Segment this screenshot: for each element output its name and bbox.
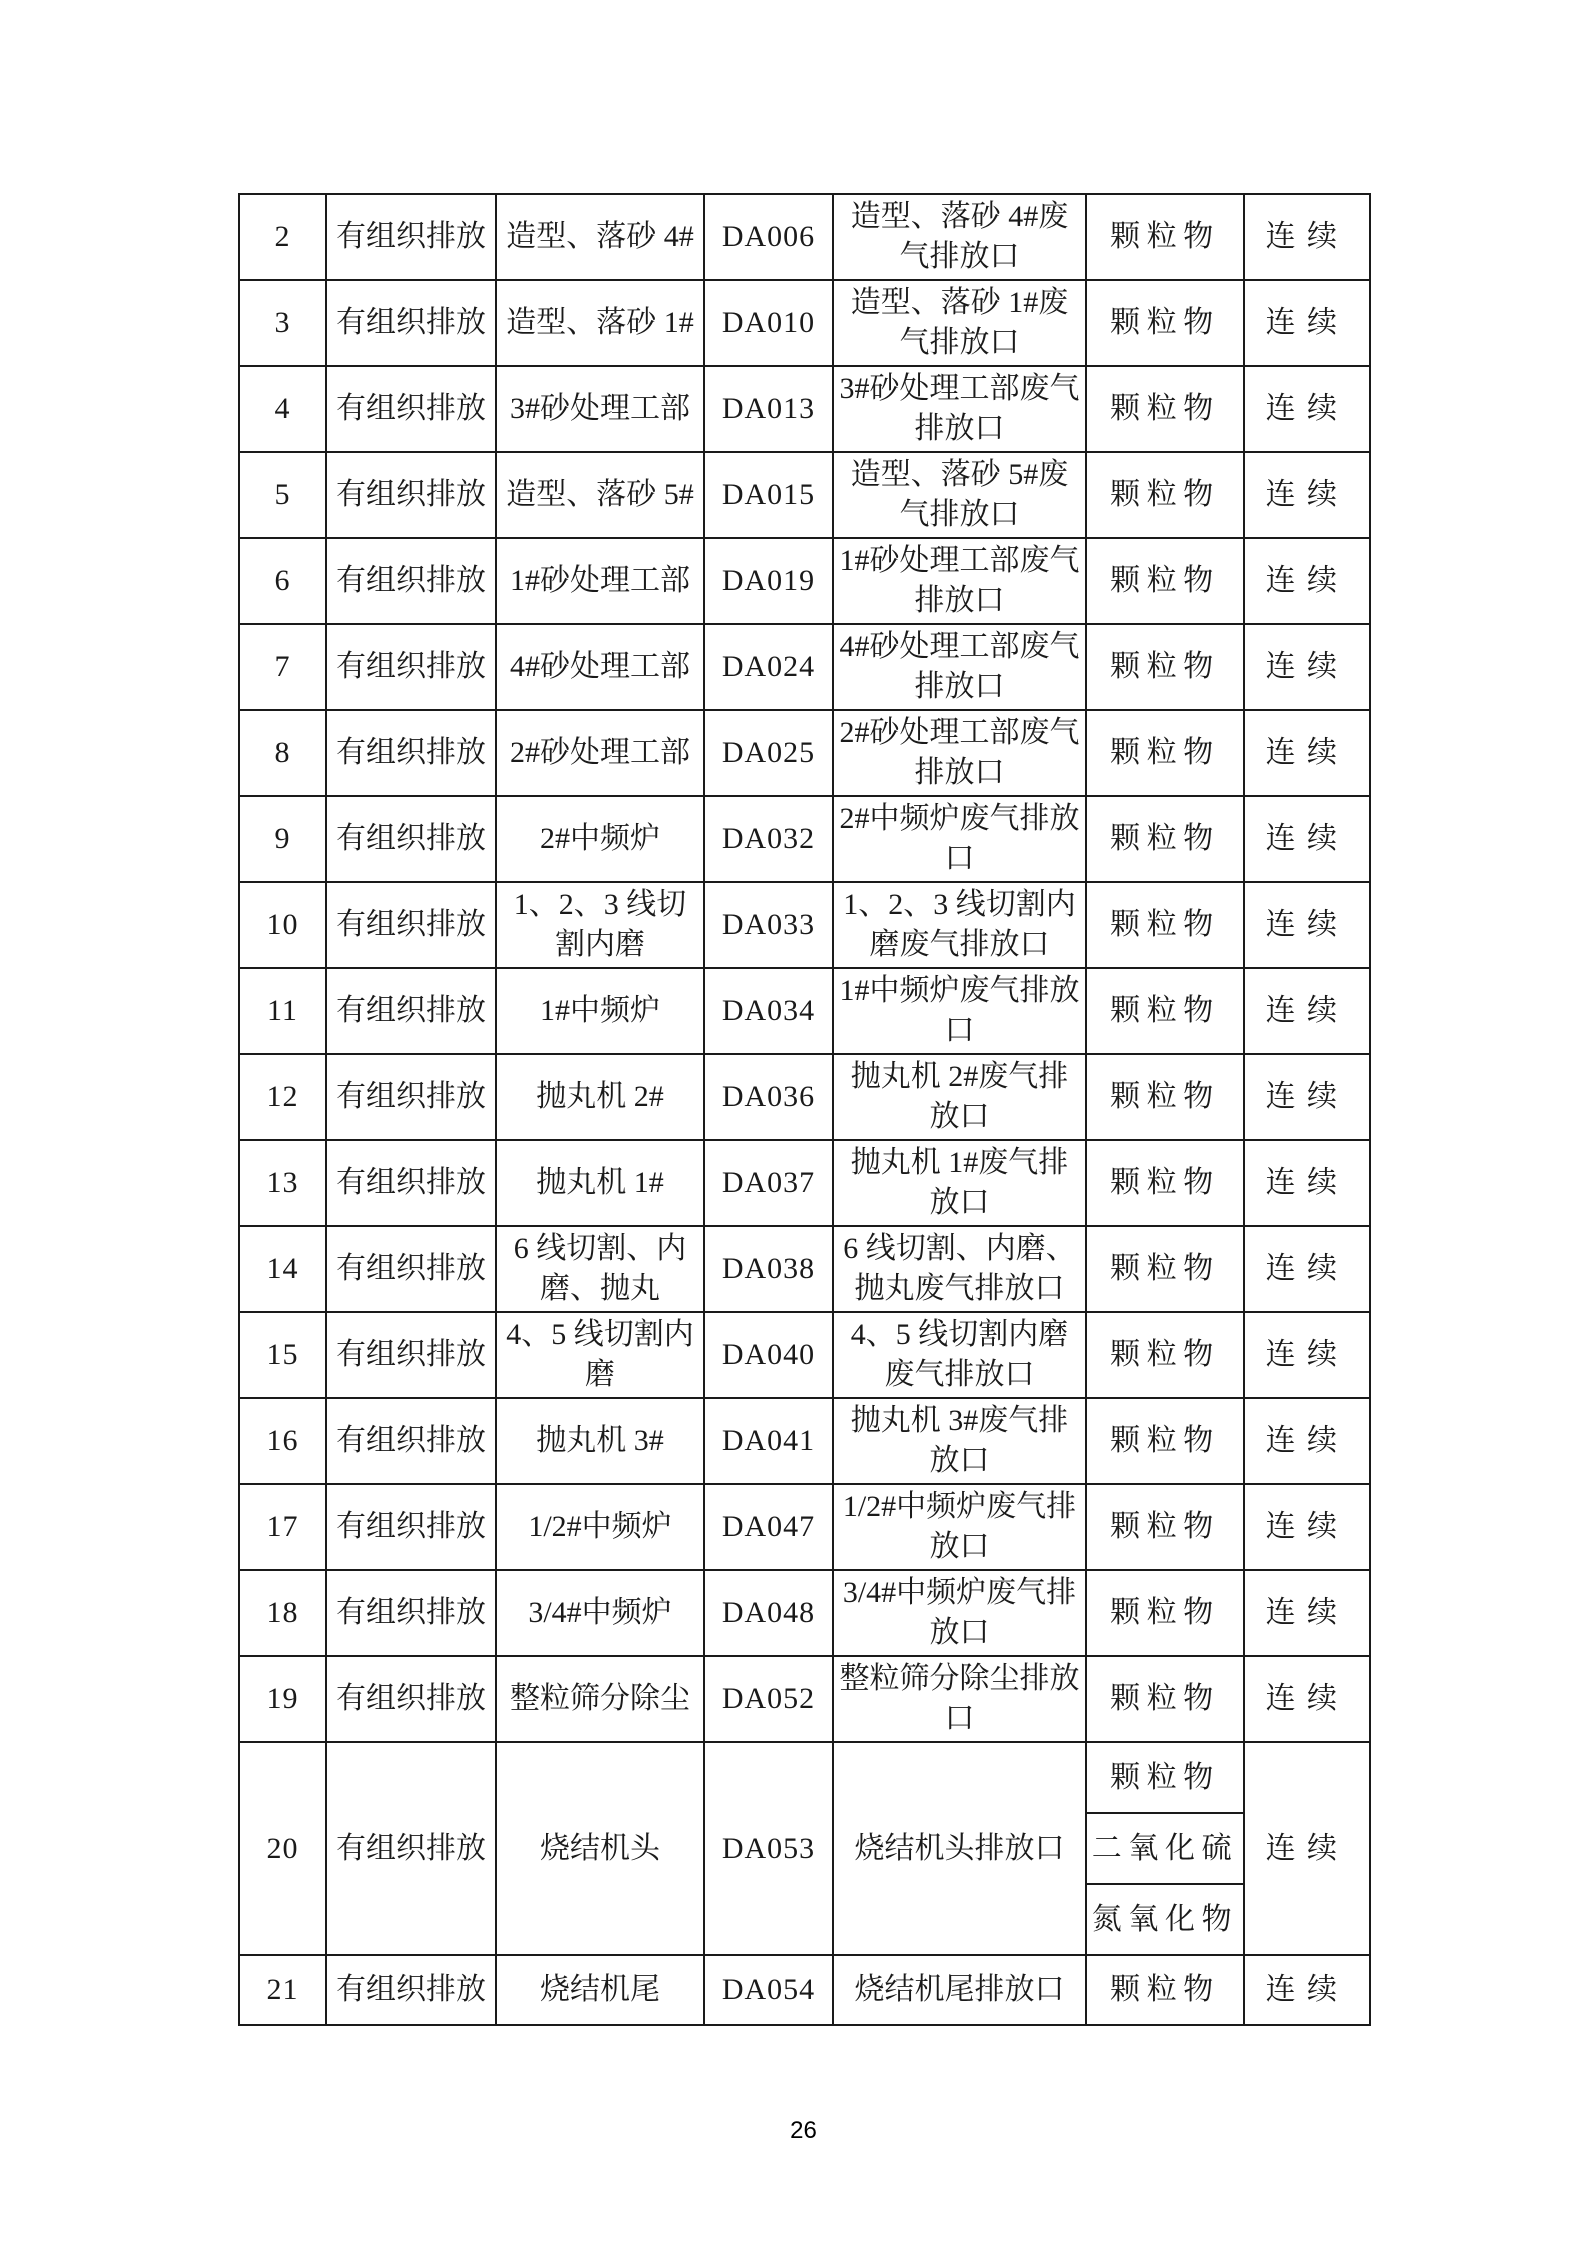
cell-outlet: 2#砂处理工部废气排放口 (833, 710, 1086, 796)
cell-facility: 抛丸机 1# (496, 1140, 704, 1226)
cell-outlet: 2#中频炉废气排放口 (833, 796, 1086, 882)
cell-type: 有组织排放 (326, 1054, 496, 1140)
table-row (239, 1570, 1370, 1656)
cell-outlet: 造型、落砂 4#废气排放口 (833, 194, 1086, 280)
cell-facility: 1、2、3 线切割内磨 (496, 882, 704, 968)
table-row (239, 280, 1370, 366)
cell-monitoring: 连续 (1244, 710, 1370, 796)
cell-facility: 3/4#中频炉 (496, 1570, 704, 1656)
cell-code: DA040 (704, 1312, 833, 1398)
cell-outlet: 造型、落砂 1#废气排放口 (833, 280, 1086, 366)
cell-pollutant: 颗粒物 (1086, 1742, 1244, 1813)
cell-no: 17 (239, 1484, 326, 1570)
cell-no: 21 (239, 1955, 326, 2025)
cell-facility: 烧结机头 (496, 1742, 704, 1955)
cell-monitoring: 连续 (1244, 796, 1370, 882)
cell-monitoring: 连续 (1244, 1742, 1370, 1955)
cell-code: DA047 (704, 1484, 833, 1570)
cell-type: 有组织排放 (326, 882, 496, 968)
cell-code: DA025 (704, 710, 833, 796)
cell-no: 16 (239, 1398, 326, 1484)
cell-type: 有组织排放 (326, 624, 496, 710)
cell-type: 有组织排放 (326, 1398, 496, 1484)
cell-type: 有组织排放 (326, 1955, 496, 2025)
cell-pollutant: 颗粒物 (1086, 1484, 1244, 1570)
cell-outlet: 抛丸机 3#废气排放口 (833, 1398, 1086, 1484)
cell-pollutant: 颗粒物 (1086, 968, 1244, 1054)
cell-code: DA052 (704, 1656, 833, 1742)
table-row (239, 882, 1370, 968)
page-number: 26 (790, 2117, 817, 2144)
cell-type: 有组织排放 (326, 1742, 496, 1955)
cell-no: 12 (239, 1054, 326, 1140)
cell-monitoring: 连续 (1244, 452, 1370, 538)
cell-outlet: 抛丸机 1#废气排放口 (833, 1140, 1086, 1226)
cell-monitoring: 连续 (1244, 1570, 1370, 1656)
cell-code: DA036 (704, 1054, 833, 1140)
cell-code: DA019 (704, 538, 833, 624)
table-row (239, 1484, 1370, 1570)
table-row (239, 1312, 1370, 1398)
cell-no: 19 (239, 1656, 326, 1742)
cell-code: DA033 (704, 882, 833, 968)
cell-pollutant: 颗粒物 (1086, 624, 1244, 710)
cell-outlet: 4、5 线切割内磨废气排放口 (833, 1312, 1086, 1398)
cell-type: 有组织排放 (326, 538, 496, 624)
cell-facility: 4#砂处理工部 (496, 624, 704, 710)
table-row (239, 1140, 1370, 1226)
cell-no: 10 (239, 882, 326, 968)
table-row (239, 452, 1370, 538)
cell-no: 4 (239, 366, 326, 452)
cell-pollutant: 颗粒物 (1086, 882, 1244, 968)
cell-facility: 2#中频炉 (496, 796, 704, 882)
cell-type: 有组织排放 (326, 796, 496, 882)
cell-monitoring: 连续 (1244, 538, 1370, 624)
cell-type: 有组织排放 (326, 1312, 496, 1398)
cell-type: 有组织排放 (326, 452, 496, 538)
table-row (239, 1742, 1370, 1813)
cell-outlet: 4#砂处理工部废气排放口 (833, 624, 1086, 710)
cell-monitoring: 连续 (1244, 366, 1370, 452)
cell-code: DA010 (704, 280, 833, 366)
cell-outlet: 整粒筛分除尘排放口 (833, 1656, 1086, 1742)
cell-monitoring: 连续 (1244, 194, 1370, 280)
cell-facility: 2#砂处理工部 (496, 710, 704, 796)
cell-outlet: 造型、落砂 5#废气排放口 (833, 452, 1086, 538)
table-row (239, 1955, 1370, 2025)
table-row (239, 538, 1370, 624)
cell-code: DA034 (704, 968, 833, 1054)
cell-code: DA032 (704, 796, 833, 882)
cell-facility: 整粒筛分除尘 (496, 1656, 704, 1742)
cell-pollutant: 颗粒物 (1086, 538, 1244, 624)
cell-outlet: 6 线切割、内磨、抛丸废气排放口 (833, 1226, 1086, 1312)
cell-monitoring: 连续 (1244, 1140, 1370, 1226)
cell-no: 8 (239, 710, 326, 796)
cell-no: 2 (239, 194, 326, 280)
cell-pollutant: 二氧化硫 (1086, 1813, 1244, 1884)
cell-code: DA037 (704, 1140, 833, 1226)
table-row (239, 1226, 1370, 1312)
cell-pollutant: 颗粒物 (1086, 1226, 1244, 1312)
cell-code: DA038 (704, 1226, 833, 1312)
cell-code: DA053 (704, 1742, 833, 1955)
cell-facility: 1/2#中频炉 (496, 1484, 704, 1570)
cell-code: DA006 (704, 194, 833, 280)
table-row (239, 1398, 1370, 1484)
cell-outlet: 烧结机尾排放口 (833, 1955, 1086, 2025)
cell-monitoring: 连续 (1244, 1312, 1370, 1398)
cell-pollutant: 颗粒物 (1086, 194, 1244, 280)
table-row (239, 968, 1370, 1054)
cell-no: 15 (239, 1312, 326, 1398)
cell-outlet: 3#砂处理工部废气排放口 (833, 366, 1086, 452)
cell-pollutant: 颗粒物 (1086, 280, 1244, 366)
cell-monitoring: 连续 (1244, 1656, 1370, 1742)
cell-pollutant: 颗粒物 (1086, 796, 1244, 882)
cell-facility: 造型、落砂 1# (496, 280, 704, 366)
cell-type: 有组织排放 (326, 968, 496, 1054)
table-row (239, 624, 1370, 710)
cell-facility: 烧结机尾 (496, 1955, 704, 2025)
cell-no: 9 (239, 796, 326, 882)
cell-no: 5 (239, 452, 326, 538)
cell-pollutant: 颗粒物 (1086, 366, 1244, 452)
cell-no: 7 (239, 624, 326, 710)
cell-no: 11 (239, 968, 326, 1054)
cell-outlet: 1#砂处理工部废气排放口 (833, 538, 1086, 624)
table-row (239, 710, 1370, 796)
cell-code: DA041 (704, 1398, 833, 1484)
cell-code: DA015 (704, 452, 833, 538)
cell-pollutant: 颗粒物 (1086, 710, 1244, 796)
cell-type: 有组织排放 (326, 710, 496, 796)
cell-facility: 抛丸机 3# (496, 1398, 704, 1484)
cell-type: 有组织排放 (326, 1570, 496, 1656)
cell-outlet: 抛丸机 2#废气排放口 (833, 1054, 1086, 1140)
cell-monitoring: 连续 (1244, 882, 1370, 968)
cell-monitoring: 连续 (1244, 1226, 1370, 1312)
cell-outlet: 1#中频炉废气排放口 (833, 968, 1086, 1054)
cell-code: DA054 (704, 1955, 833, 2025)
cell-type: 有组织排放 (326, 280, 496, 366)
cell-outlet: 3/4#中频炉废气排放口 (833, 1570, 1086, 1656)
cell-code: DA048 (704, 1570, 833, 1656)
cell-no: 20 (239, 1742, 326, 1955)
cell-pollutant: 颗粒物 (1086, 1140, 1244, 1226)
cell-monitoring: 连续 (1244, 1054, 1370, 1140)
cell-pollutant: 颗粒物 (1086, 1312, 1244, 1398)
cell-outlet: 1、2、3 线切割内磨废气排放口 (833, 882, 1086, 968)
table-row (239, 1656, 1370, 1742)
cell-facility: 6 线切割、内磨、抛丸 (496, 1226, 704, 1312)
cell-facility: 造型、落砂 4# (496, 194, 704, 280)
cell-type: 有组织排放 (326, 1226, 496, 1312)
emission-table-body (239, 194, 1370, 2025)
cell-monitoring: 连续 (1244, 1955, 1370, 2025)
cell-monitoring: 连续 (1244, 624, 1370, 710)
cell-pollutant: 氮氧化物 (1086, 1884, 1244, 1955)
cell-no: 3 (239, 280, 326, 366)
emission-outlets-table (238, 193, 1371, 2026)
cell-type: 有组织排放 (326, 366, 496, 452)
cell-facility: 造型、落砂 5# (496, 452, 704, 538)
cell-pollutant: 颗粒物 (1086, 1398, 1244, 1484)
cell-monitoring: 连续 (1244, 1398, 1370, 1484)
table-row (239, 1054, 1370, 1140)
cell-facility: 4、5 线切割内磨 (496, 1312, 704, 1398)
cell-no: 18 (239, 1570, 326, 1656)
cell-facility: 3#砂处理工部 (496, 366, 704, 452)
table-row (239, 366, 1370, 452)
cell-facility: 1#中频炉 (496, 968, 704, 1054)
cell-facility: 抛丸机 2# (496, 1054, 704, 1140)
cell-code: DA024 (704, 624, 833, 710)
cell-pollutant: 颗粒物 (1086, 1955, 1244, 2025)
cell-outlet: 烧结机头排放口 (833, 1742, 1086, 1955)
cell-pollutant: 颗粒物 (1086, 1570, 1244, 1656)
cell-pollutant: 颗粒物 (1086, 1054, 1244, 1140)
cell-no: 13 (239, 1140, 326, 1226)
cell-pollutant: 颗粒物 (1086, 452, 1244, 538)
cell-type: 有组织排放 (326, 194, 496, 280)
cell-pollutant: 颗粒物 (1086, 1656, 1244, 1742)
cell-code: DA013 (704, 366, 833, 452)
cell-monitoring: 连续 (1244, 968, 1370, 1054)
cell-type: 有组织排放 (326, 1484, 496, 1570)
cell-monitoring: 连续 (1244, 280, 1370, 366)
table-row (239, 194, 1370, 280)
cell-facility: 1#砂处理工部 (496, 538, 704, 624)
cell-type: 有组织排放 (326, 1656, 496, 1742)
cell-type: 有组织排放 (326, 1140, 496, 1226)
table-row (239, 796, 1370, 882)
cell-monitoring: 连续 (1244, 1484, 1370, 1570)
cell-no: 14 (239, 1226, 326, 1312)
cell-outlet: 1/2#中频炉废气排放口 (833, 1484, 1086, 1570)
cell-no: 6 (239, 538, 326, 624)
